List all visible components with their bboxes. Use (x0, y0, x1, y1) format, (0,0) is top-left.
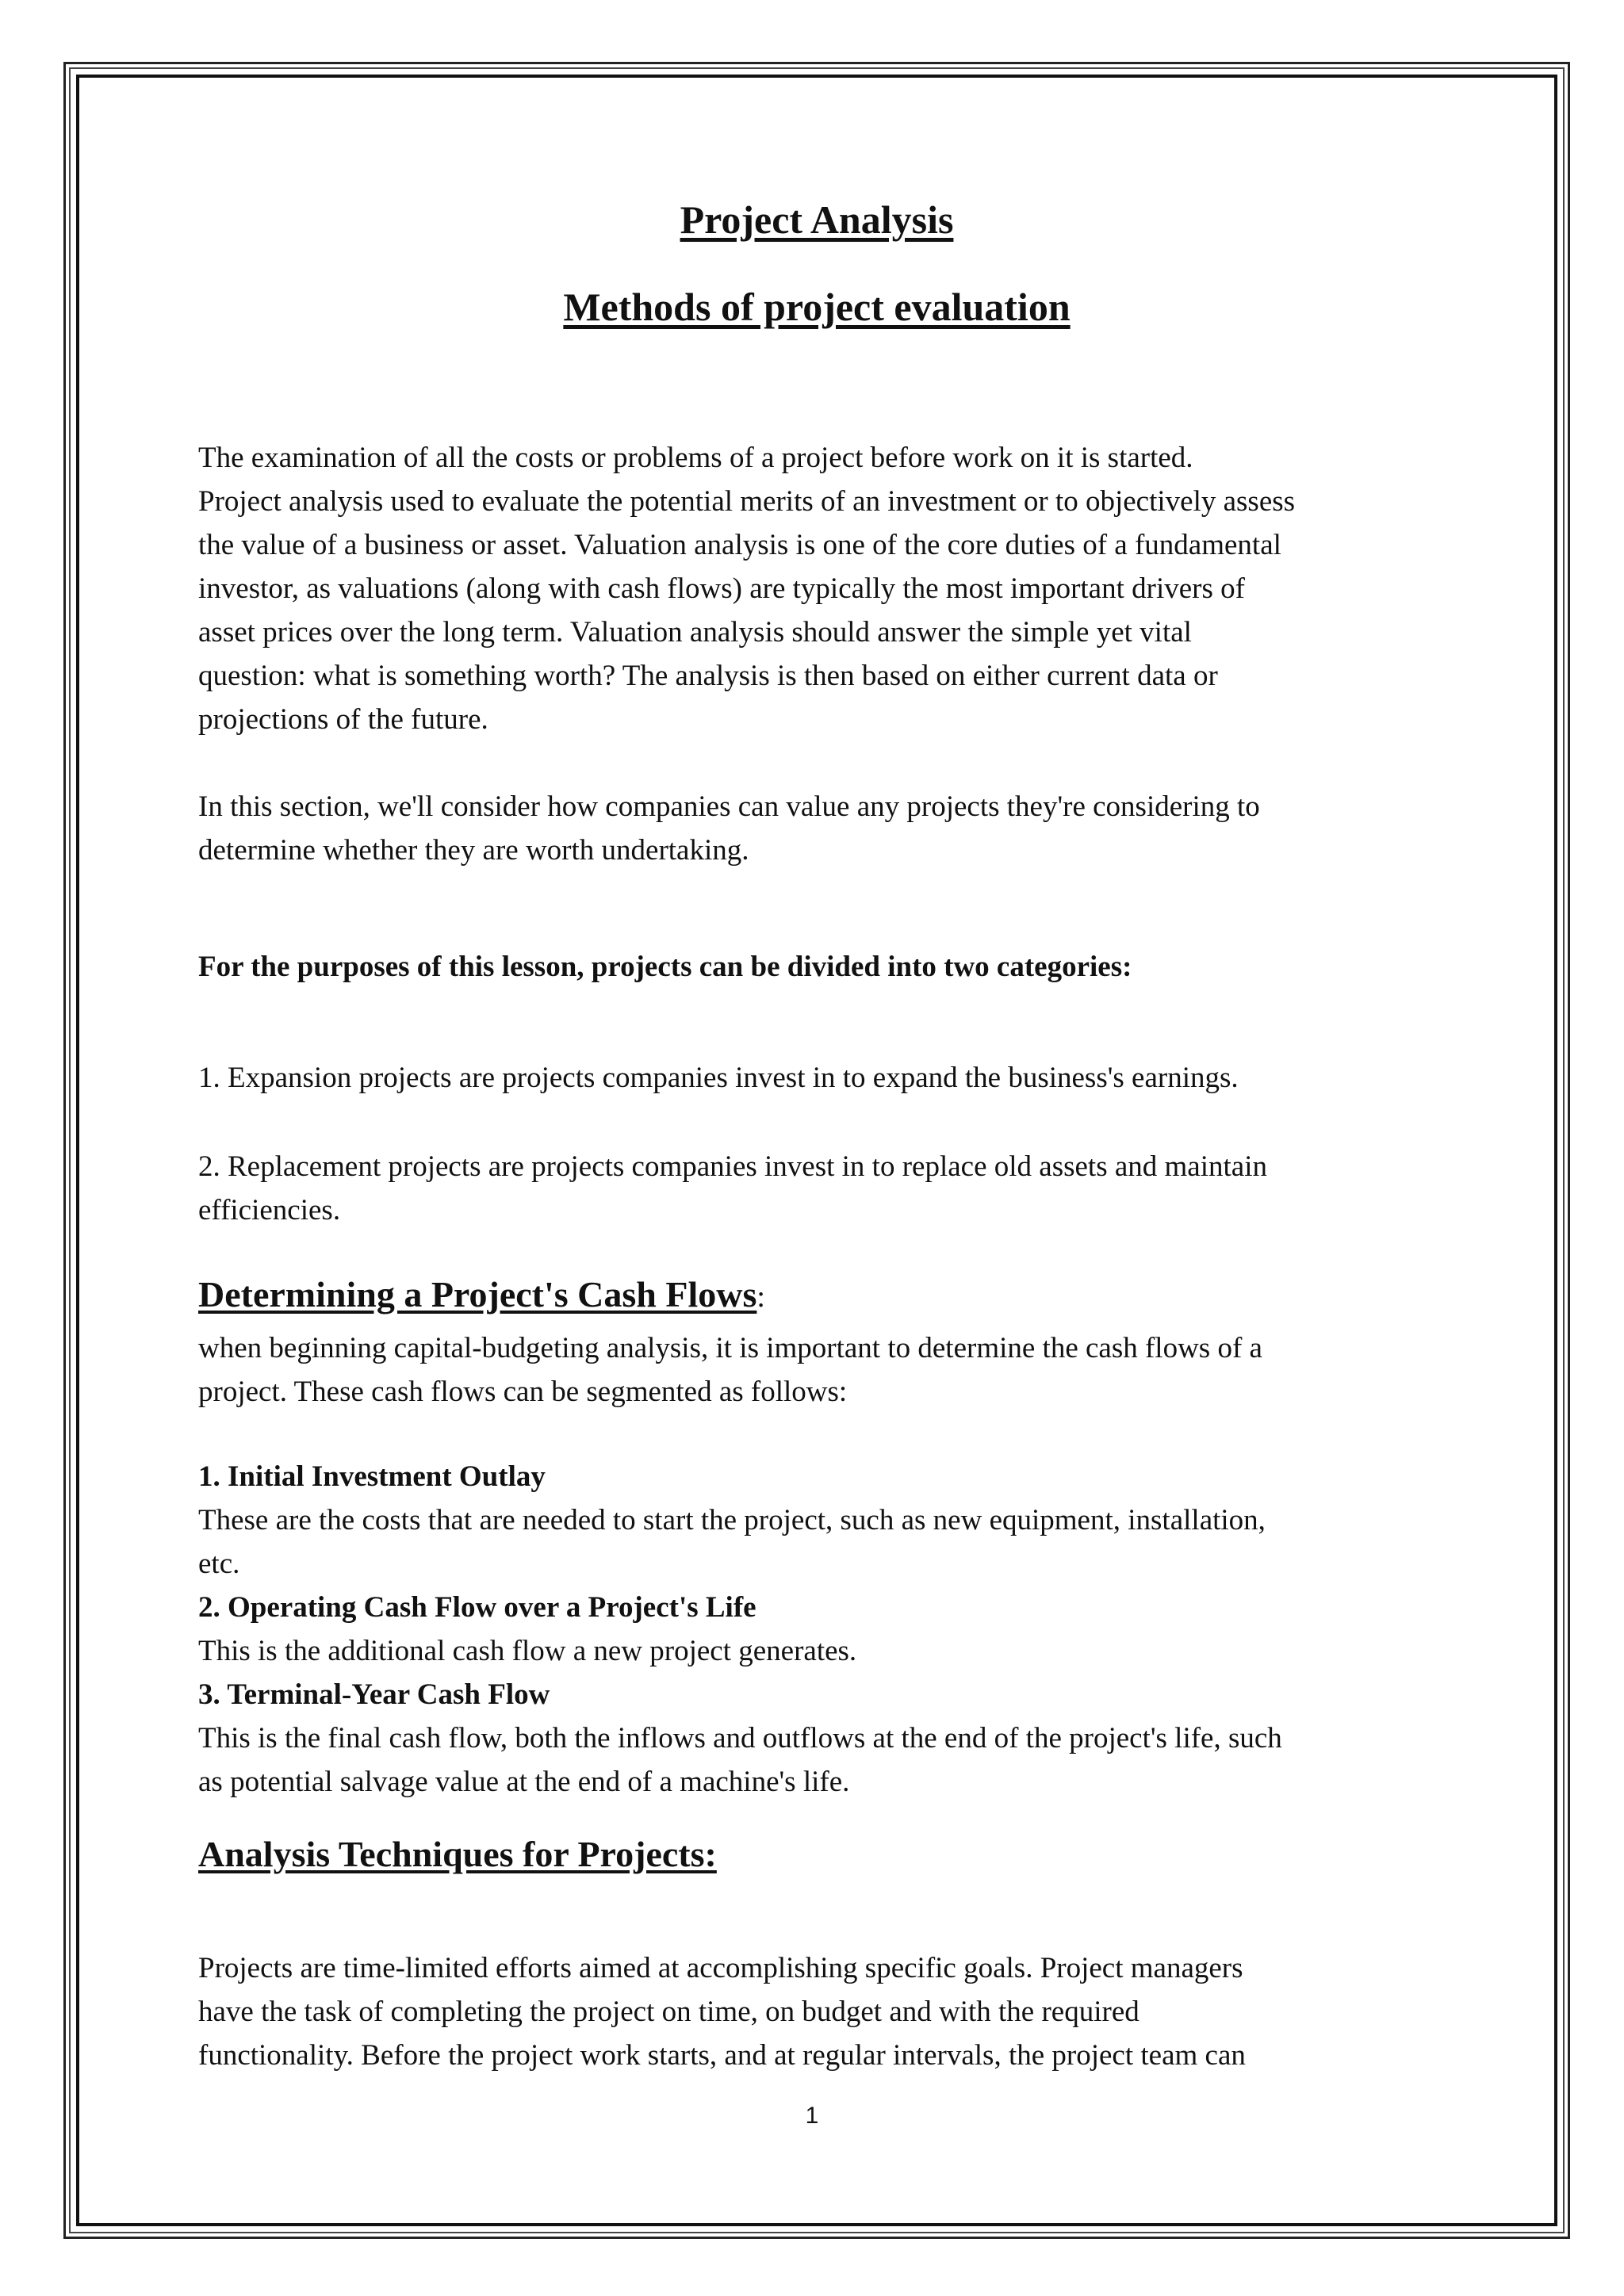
page-number: 1 (805, 2103, 819, 2129)
category-replacement (198, 1145, 1435, 1232)
cash-flows-heading (198, 1273, 765, 1315)
text-line: investor, as valuations (along with cash flows) are typically the most important drivers of (198, 572, 1245, 605)
text-line: when beginning capital-budgeting analysis, it is important to determine the cash flows of a (198, 1332, 1262, 1364)
cash-flows-intro (198, 1326, 1435, 1414)
section-paragraph (198, 785, 1435, 872)
text-line: have the task of completing the project on time, on budget and with the required (198, 1996, 1139, 2028)
text-line: 2. Replacement projects are projects companies invest in to replace old assets and maintain (198, 1150, 1267, 1183)
text-line: These are the costs that are needed to start the project, such as new equipment, installation, (198, 1504, 1266, 1536)
text-line: as potential salvage value at the end of a machine's life. (198, 1766, 850, 1798)
cash-flows-heading-text: Determining a Project's Cash Flows (198, 1274, 757, 1314)
text-line: etc. (198, 1548, 240, 1580)
techniques-heading-text: Analysis Techniques for Projects: (198, 1834, 717, 1874)
text-line: determine whether they are worth undertaking. (198, 834, 749, 867)
techniques-paragraph (198, 1946, 1435, 2077)
item-3-title: 3. Terminal-Year Cash Flow (198, 1678, 550, 1711)
text-line: The examination of all the costs or problems of a project before work on it is started. (198, 442, 1193, 474)
techniques-heading (198, 1833, 717, 1875)
text-line: Project analysis used to evaluate the potential merits of an investment or to objectively assess (198, 485, 1296, 518)
page-title: Project Analysis (680, 197, 954, 242)
item-2-title: 2. Operating Cash Flow over a Project's Life (198, 1591, 756, 1624)
text-line: question: what is something worth? The analysis is then based on either current data or (198, 660, 1218, 692)
category-expansion: 1. Expansion projects are projects companies invest in to expand the business's earnings. (198, 1062, 1239, 1094)
item-3-text (198, 1716, 1435, 1804)
text-line: Projects are time-limited efforts aimed at accomplishing specific goals. Project managers (198, 1952, 1243, 1984)
text-line: asset prices over the long term. Valuation analysis should answer the simple yet vital (198, 616, 1192, 649)
text-line: efficiencies. (198, 1194, 341, 1226)
cash-flows-heading-colon: : (756, 1280, 765, 1314)
intro-paragraph (198, 436, 1435, 741)
item-2-text: This is the additional cash flow a new project generates. (198, 1635, 857, 1667)
text-line: This is the final cash flow, both the inflows and outflows at the end of the project's life, such (198, 1722, 1282, 1755)
text-line: In this section, we'll consider how companies can value any projects they're considering to (198, 790, 1260, 823)
text-line: projections of the future. (198, 703, 488, 736)
categories-intro: For the purposes of this lesson, projects can be divided into two categories: (198, 951, 1132, 983)
text-line: the value of a business or asset. Valuation analysis is one of the core duties of a fundamental (198, 529, 1281, 561)
page-subtitle: Methods of project evaluation (563, 285, 1071, 329)
item-1-title: 1. Initial Investment Outlay (198, 1460, 546, 1493)
text-line: functionality. Before the project work starts, and at regular intervals, the project team can (198, 2039, 1246, 2072)
item-1-text (198, 1498, 1435, 1586)
text-line: project. These cash flows can be segmented as follows: (198, 1376, 848, 1408)
